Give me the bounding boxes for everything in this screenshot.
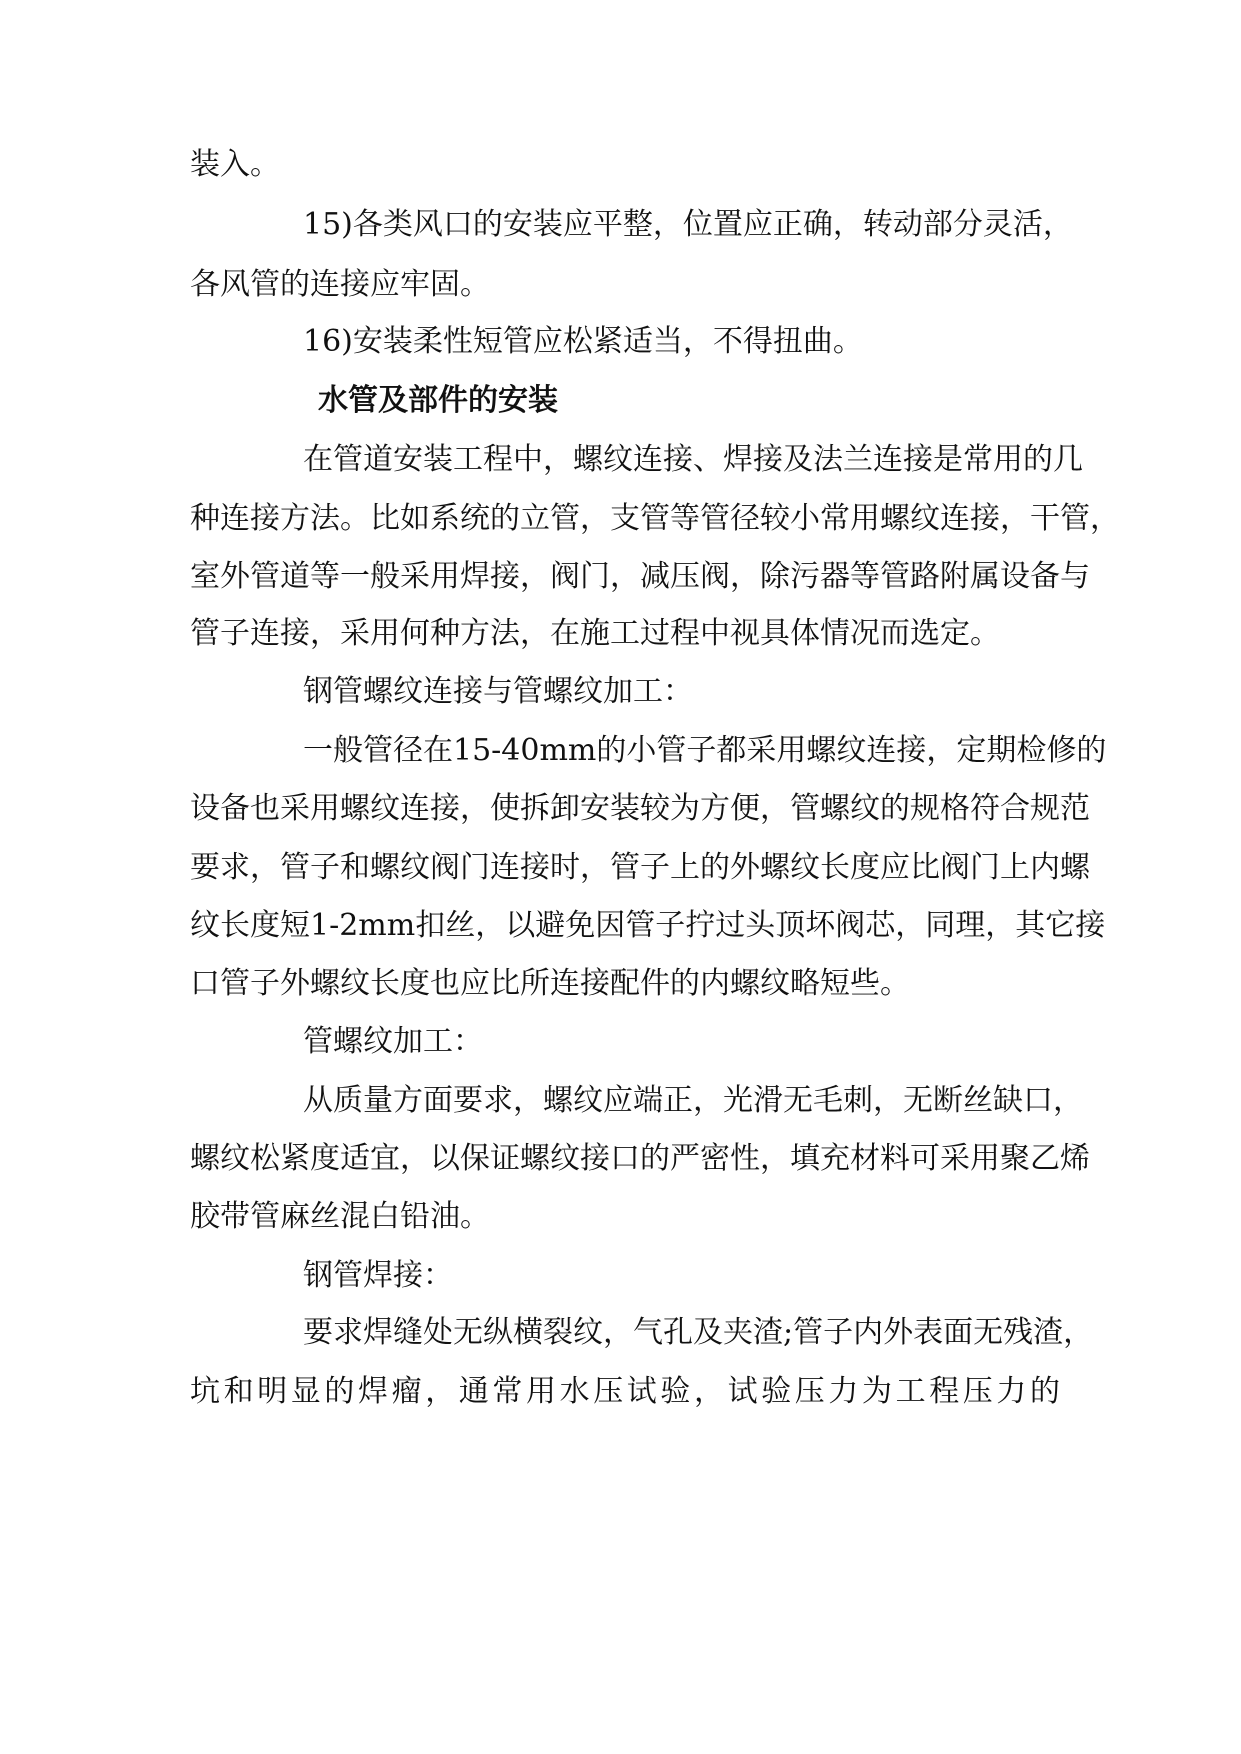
text-line: 从质量方面要求，螺纹应端正，光滑无毛刺，无断丝缺口， (303, 1083, 1083, 1118)
text-line: 要求，管子和螺纹阀门连接时，管子上的外螺纹长度应比阀门上内螺 (190, 850, 1090, 885)
text-line: 一般管径在15-40mm的小管子都采用螺纹连接，定期检修的 (303, 733, 1107, 768)
text-line: 管子连接，采用何种方法，在施工过程中视具体情况而选定。 (190, 616, 1000, 651)
text-line: 种连接方法。比如系统的立管，支管等管径较小常用螺纹连接，干管， (190, 501, 1120, 536)
section-heading: 水管及部件的安装 (318, 383, 558, 418)
text-line: 螺纹松紧度适宜，以保证螺纹接口的严密性，填充材料可采用聚乙烯 (190, 1141, 1090, 1176)
text-line: 15)各类风口的安装应平整，位置应正确，转动部分灵活， (303, 207, 1073, 242)
text-line: 纹长度短1-2mm扣丝，以避免因管子拧过头顶坏阀芯，同理，其它接 (190, 908, 1106, 943)
text-line: 设备也采用螺纹连接，使拆卸安装较为方便，管螺纹的规格符合规范 (190, 791, 1090, 826)
text-line: 坑和明显的焊瘤，通常用水压试验，试验压力为工程压力的 (190, 1374, 1060, 1409)
text-line: 口管子外螺纹长度也应比所连接配件的内螺纹略短些。 (190, 966, 910, 1001)
text-line: 装入。 (190, 147, 280, 182)
text-line: 室外管道等一般采用焊接，阀门，减压阀，除污器等管路附属设备与 (190, 559, 1090, 594)
text-line: 在管道安装工程中，螺纹连接、焊接及法兰连接是常用的几 (303, 442, 1083, 477)
text-line: 胶带管麻丝混白铅油。 (190, 1199, 490, 1234)
text-line: 16)安装柔性短管应松紧适当，不得扭曲。 (303, 324, 863, 359)
text-line: 钢管螺纹连接与管螺纹加工： (303, 674, 693, 709)
text-line: 钢管焊接： (303, 1258, 453, 1293)
text-line: 各风管的连接应牢固。 (190, 267, 490, 302)
text-line: 管螺纹加工： (303, 1024, 483, 1059)
text-line: 要求焊缝处无纵横裂纹，气孔及夹渣;管子内外表面无残渣， (303, 1315, 1094, 1350)
